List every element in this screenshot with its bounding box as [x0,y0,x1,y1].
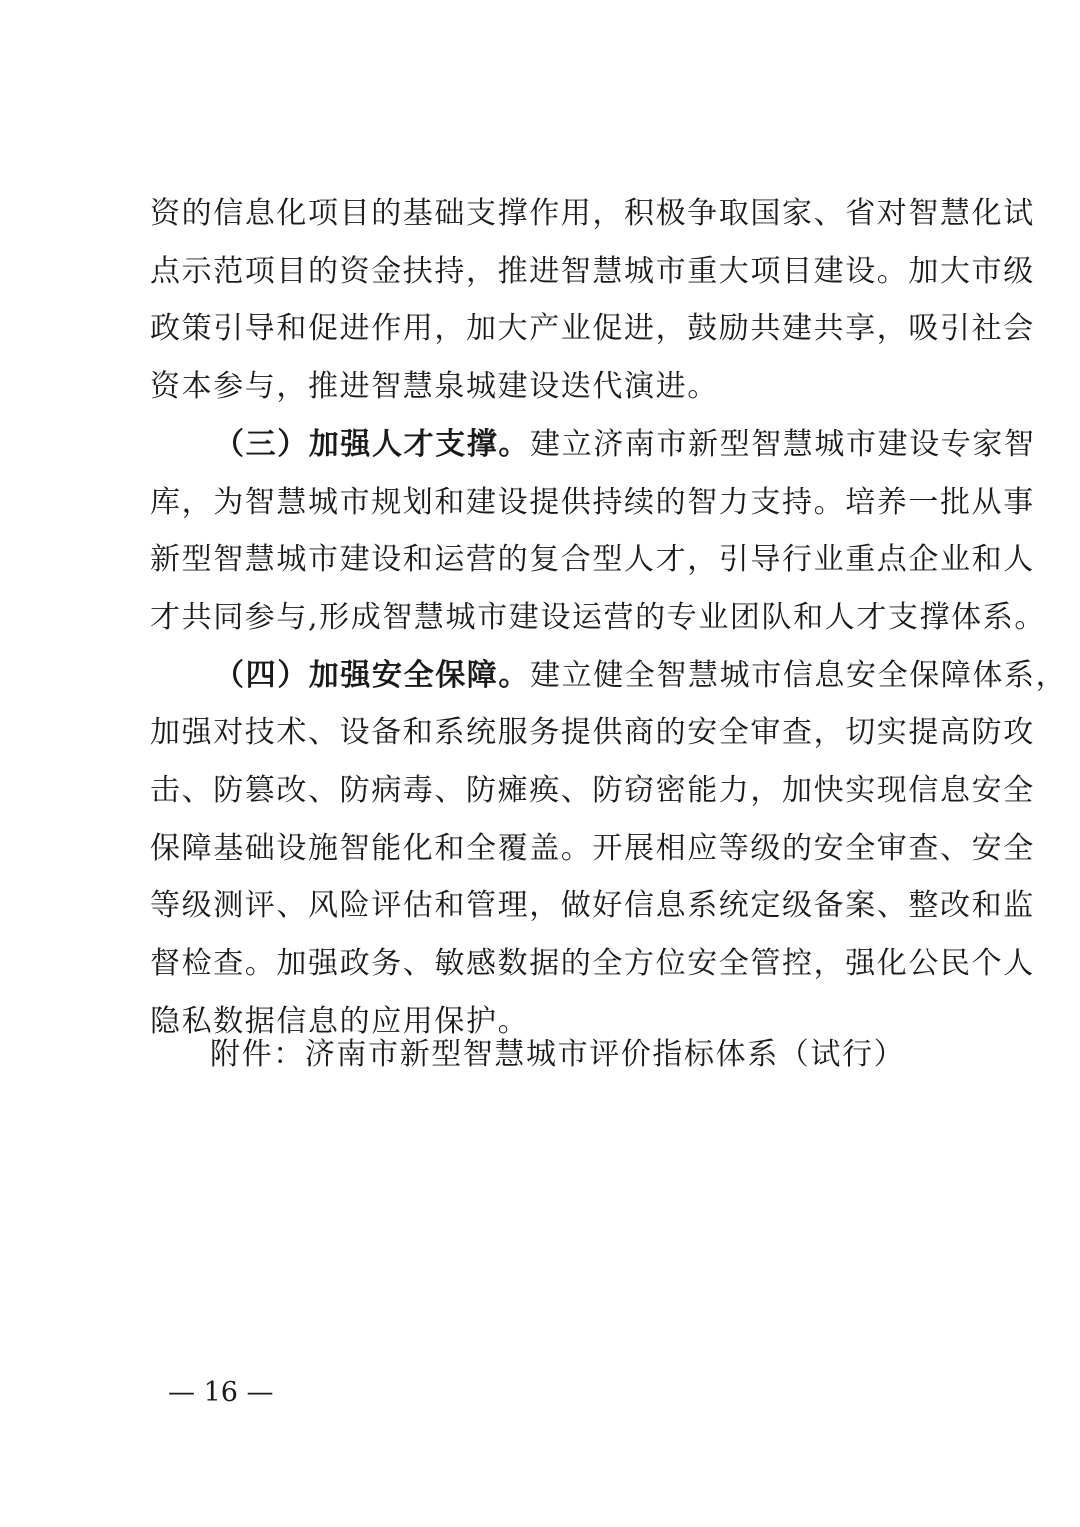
text-line: 督检查。加强政务、敏感数据的全方位安全管控，强化公民个人 [150,946,1035,982]
paragraph-security [150,647,1068,1051]
document-body [150,185,1068,1051]
text-line: 政策引导和促进作用，加大产业促进，鼓励共建共享，吸引社会 [150,311,1035,347]
section-heading-talent: （三）加强人才支撑。 [214,426,530,462]
text-line: 新型智慧城市建设和运营的复合型人才，引导行业重点企业和人 [150,542,1035,578]
text-line: 保障基础设施智能化和全覆盖。开展相应等级的安全审查、安全 [150,830,1035,866]
paragraph-first-line [150,416,1036,474]
text-line: 才共同参与,形成智慧城市建设运营的专业团队和人才支撑体系。 [150,599,1046,635]
attachment-note: 附件：济南市新型智慧城市评价指标体系（试行） [210,1037,906,1072]
text-line: 加强对技术、设备和系统服务提供商的安全审查，切实提高防攻 [150,715,1035,751]
text-fragment: 建立济南市新型智慧城市建设专家智 [530,426,1036,462]
text-line: 库，为智慧城市规划和建设提供持续的智力支持。培养一批从事 [150,484,1035,520]
paragraph-first-line [150,647,1068,705]
paragraph-talent-support [150,416,1046,647]
paragraph-funding [150,185,1035,416]
text-line: 击、防篡改、防病毒、防瘫痪、防窃密能力，加快实现信息安全 [150,773,1035,809]
text-line: 资的信息化项目的基础支撑作用，积极争取国家、省对智慧化试 [150,196,1035,231]
page-number: — 16 — [168,1377,274,1408]
text-line: 资本参与，推进智慧泉城建设迭代演进。 [150,369,719,405]
text-line: 隐私数据信息的应用保护。 [150,1003,530,1039]
section-heading-security: （四）加强安全保障。 [214,657,530,693]
text-line: 点示范项目的资金扶持，推进智慧城市重大项目建设。加大市级 [150,253,1035,289]
text-line: 等级测评、风险评估和管理，做好信息系统定级备案、整改和监 [150,888,1035,924]
text-fragment: 建立健全智慧城市信息安全保障体系， [530,657,1068,693]
